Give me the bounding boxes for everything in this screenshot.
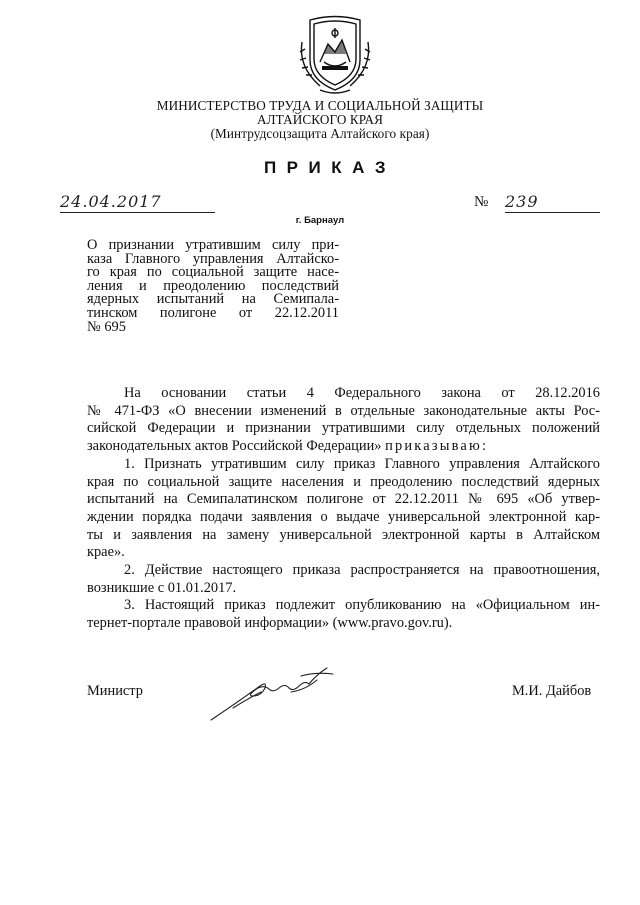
preamble-line: № 471-ФЗ «О внесении изменений в отдельные законодательные акты Рос- <box>87 402 600 419</box>
ministry-short-name: (Минтрудсоцзащита Алтайского края) <box>210 126 430 141</box>
document-title: ПРИКАЗ <box>263 158 397 177</box>
number-label: № <box>474 194 489 210</box>
item3-line: 3. Настоящий приказ подлежит опубликованию на «Официальном ин- <box>124 597 600 614</box>
signatory-name: М.И. Дайбов <box>512 683 592 699</box>
item1-line: ждении порядка подачи заявления о выдаче универсальной электронной кар- <box>87 508 600 525</box>
item2-line: возникшие с 01.01.2017. <box>87 579 237 596</box>
item1-line: испытаний на Семипалатинском полигоне от 22.12.2011 № 695 «Об утвер- <box>87 491 600 508</box>
order-subject <box>87 239 339 334</box>
subject-line: го края по социальной защите насе- <box>87 264 339 281</box>
order-body <box>87 385 600 633</box>
subject-line: ления и преодолению последствий <box>87 277 339 294</box>
item1-line: ты и заявления на замену универсальной электронной карты в Алтайском <box>87 526 600 543</box>
order-date: 24.04.2017 <box>60 192 215 213</box>
coat-of-arms-emblem <box>290 12 380 97</box>
ministry-name-line2: АЛТАЙСКОГО КРАЯ <box>256 112 384 127</box>
item1-line: 1. Признать утратившим силу приказ Главного управления Алтайского <box>124 455 600 472</box>
handwritten-signature <box>205 662 340 724</box>
subject-line: каза Главного управления Алтайско- <box>87 250 339 267</box>
signatory-position: Министр <box>87 683 143 699</box>
item2-line: 2. Действие настоящего приказа распространяется на правоотношения, <box>124 562 600 579</box>
preamble-line: сийской Федерации и признании утратившими силу отдельных положений <box>87 420 600 437</box>
subject-line: ядерных испытаний на Семипала- <box>87 291 339 308</box>
subject-line: тинском полигоне от 22.12.2011 <box>87 304 339 321</box>
subject-line: № 695 <box>87 318 126 335</box>
city: г. Барнаул <box>295 215 345 226</box>
item1-line: края по социальной защите населения и преодолению последствий ядерных <box>87 473 600 490</box>
preamble-last: законодательных актов Российской Федерации» <box>87 438 382 455</box>
item1-line: крае». <box>87 544 125 561</box>
order-number: 239 <box>505 192 600 213</box>
order-word: приказываю: <box>385 438 489 455</box>
preamble-last-line <box>87 438 600 456</box>
item3-line: тернет-портале правовой информации» (www.pravo.gov.ru). <box>87 615 453 632</box>
subject-line: О признании утратившим силу при- <box>87 237 339 253</box>
ministry-name-line1: МИНИСТЕРСТВО ТРУДА И СОЦИАЛЬНОЙ ЗАЩИТЫ <box>156 98 484 113</box>
preamble-line: На основании статьи 4 Федерального закона от 28.12.2016 <box>124 385 600 401</box>
